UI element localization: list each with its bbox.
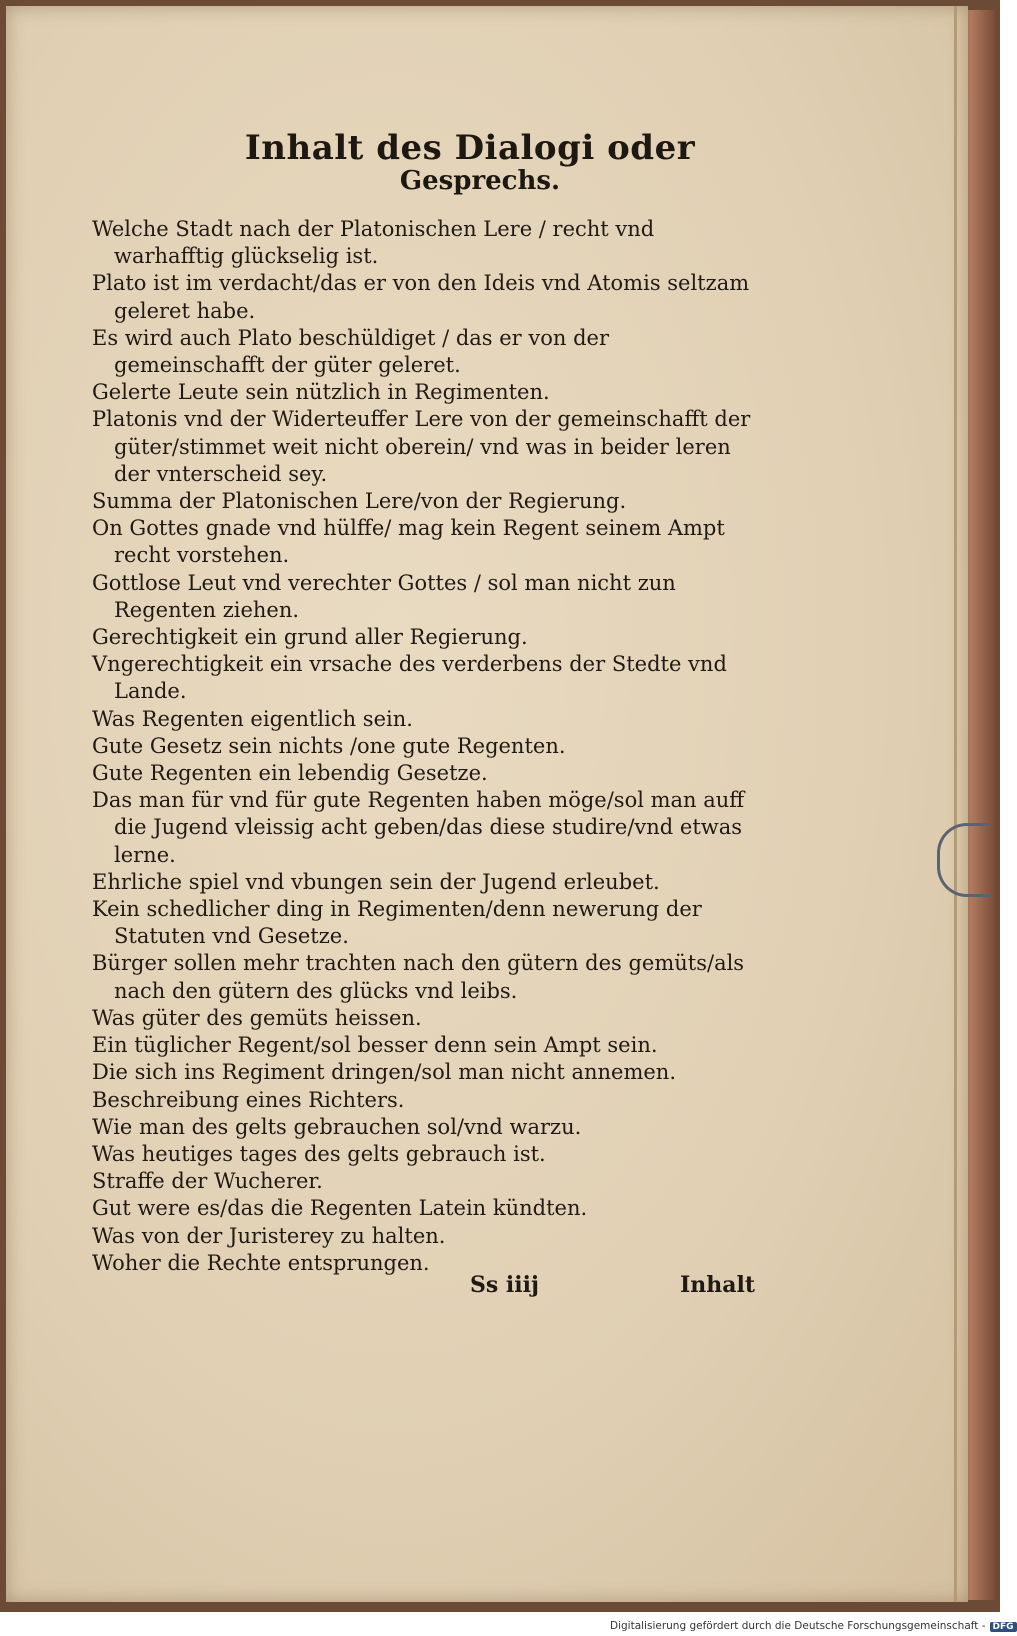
catchword: Inhalt [680,1272,756,1298]
toc-entry: Straffe der Wucherer. [92,1169,323,1194]
toc-entry: Vngerechtigkeit ein vrsache des verderbens der Stedte vnd Lande. [92,652,727,704]
clasp-hook [937,823,990,897]
toc-entry: Platonis vnd der Widerteuffer Lere von der gemeinschafft der güter/stimmet weit nicht oberein/ vnd was in beider leren der vnterscheid sey. [92,407,751,486]
toc-entry: Bürger sollen mehr trachten nach den gütern des gemüts/als nach den gütern des glücks vnd leibs. [92,951,745,1003]
toc-entry: Ein tüglicher Regent/sol besser denn sein Ampt sein. [92,1033,658,1058]
toc-entry: Gute Regenten ein lebendig Gesetze. [92,761,488,786]
toc-entry: Was güter des gemüts heissen. [92,1005,422,1030]
toc-entry: Was heutiges tages des gelts gebrauch ist. [92,1141,546,1166]
toc-entry: Woher die Rechte entsprungen. [92,1250,430,1275]
toc-entry: Gelerte Leute sein nützlich in Regimenten. [92,380,550,405]
dfg-logo-icon: DFG [990,1622,1017,1632]
toc-entry: Gottlose Leut vnd verechter Gottes / sol man nicht zun Regenten ziehen. [92,570,676,622]
toc-entry: Wie man des gelts gebrauchen sol/vnd warzu. [92,1114,582,1139]
toc-entry: Gerechtigkeit ein grund aller Regierung. [92,625,528,650]
toc-entry: Gute Gesetz sein nichts /one gute Regenten. [92,733,566,758]
toc-entry: Kein schedlicher ding in Regimenten/denn newerung der Statuten vnd Gesetze. [92,897,702,949]
toc-entry: Beschreibung eines Richters. [92,1087,405,1112]
table-of-contents [92,216,752,1277]
toc-entry: Das man für vnd für gute Regenten haben möge/sol man auff die Jugend vleissig acht geben/das diese studire/vnd etwas lerne. [92,788,745,867]
toc-entry: Was Regenten eigentlich sein. [92,706,413,731]
toc-entry: Es wird auch Plato beschüldiget / das er von der gemeinschafft der güter geleret. [92,325,610,378]
signature-mark: Ss iiij [470,1272,539,1298]
toc-entry: Welche Stadt nach der Platonischen Lere / recht vnd warhafftig glückselig ist. [92,217,655,269]
page-edge [954,6,957,1602]
page-title: Inhalt des Dialogi oder [244,128,696,168]
toc-entry: On Gottes gnade vnd hülffe/ mag kein Regent seinem Ampt recht vorstehen. [92,516,725,568]
toc-entry: Was von der Juristerey zu halten. [92,1223,446,1248]
toc-entry: Die sich ins Regiment dringen/sol man nicht annemen. [92,1060,677,1085]
page-subtitle: Gesprechs. [399,166,561,196]
credit-text: Digitalisierung gefördert durch die Deutsche Forschungsgemeinschaft - [610,1620,986,1632]
toc-entry: Gut were es/das die Regenten Latein kündten. [92,1196,588,1221]
toc-entry: Ehrliche spiel vnd vbungen sein der Jugend erleubet. [92,869,660,894]
toc-entry: Summa der Platonischen Lere/von der Regierung. [92,489,627,514]
digitization-credit [610,1620,1017,1632]
toc-entry: Plato ist im verdacht/das er von den Ideis vnd Atomis seltzam geleret habe. [92,271,750,323]
